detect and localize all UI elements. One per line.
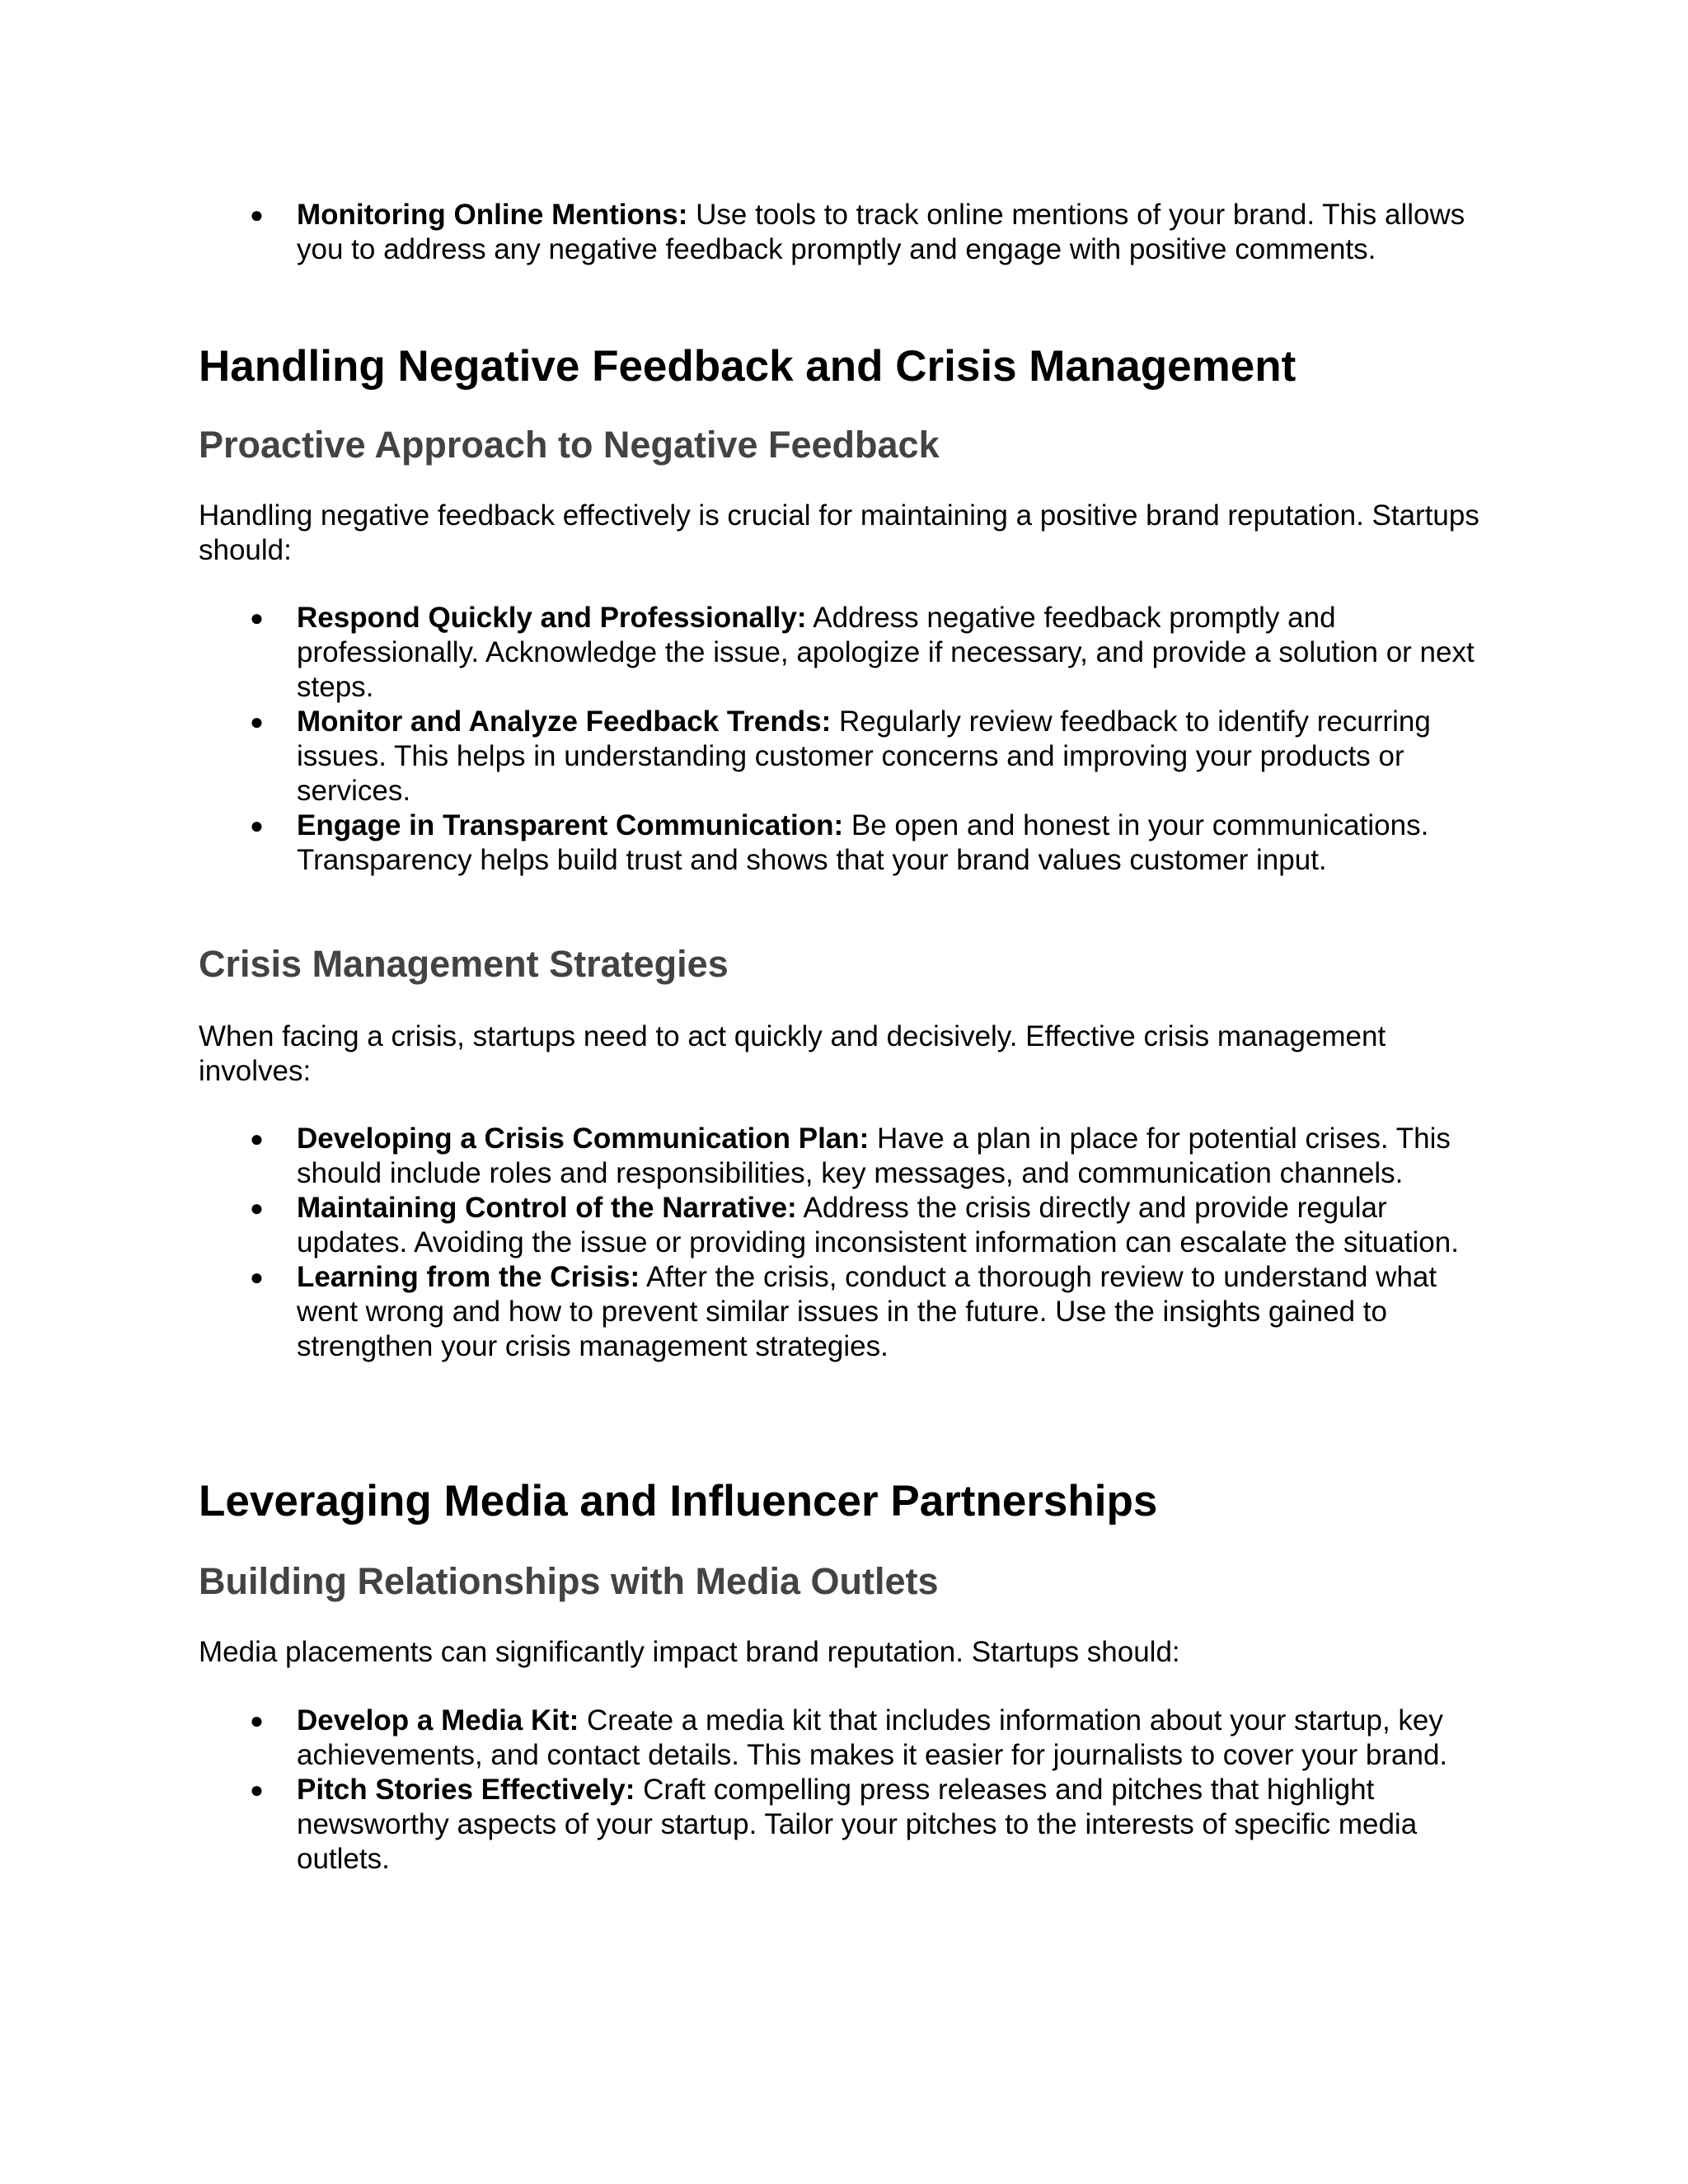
paragraph-crisis-intro: When facing a crisis, startups need to act quickly and decisively. Effective crisis management involves: [199,1020,1386,1087]
list-item [199,1773,1501,1877]
bullet-icon: ● [250,1195,264,1221]
list-item-lead: Learning from the Crisis: [297,1261,640,1293]
list-item-text: Have a plan in place for potential crises. This should include roles and responsibilities, key messages, and communication channels. [297,1122,1451,1189]
section-heading-media-partnerships: Leveraging Media and Influencer Partnerships [199,1477,1158,1526]
bullet-icon: ● [250,709,264,734]
list-item-lead: Respond Quickly and Professionally: [297,602,807,634]
subheading-proactive-approach: Proactive Approach to Negative Feedback [199,424,940,466]
paragraph-media-intro: Media placements can significantly impact brand reputation. Startups should: [199,1636,1180,1668]
media-bullet-list [199,1704,1501,1877]
paragraph-proactive-intro: Handling negative feedback effectively is crucial for maintaining a positive brand reputation. Startups should: [199,499,1479,566]
list-item [199,1704,1501,1773]
list-item-lead: Develop a Media Kit: [297,1704,579,1736]
subheading-crisis-strategies: Crisis Management Strategies [199,943,729,985]
list-item-lead: Maintaining Control of the Narrative: [297,1192,797,1224]
list-item [199,705,1501,808]
section-heading-negative-feedback: Handling Negative Feedback and Crisis Management [199,342,1296,391]
top-bullet-list [199,198,1501,267]
bullet-icon: ● [250,813,264,838]
list-item [199,198,1501,267]
list-item-text: Use tools to track online mentions of your brand. This allows you to address any negative feedback promptly and engage with positive comments. [297,199,1465,265]
list-item-lead: Developing a Crisis Communication Plan: [297,1122,870,1155]
bullet-icon: ● [250,202,264,227]
list-item [199,1260,1501,1364]
list-item-text: Address the crisis directly and provide regular updates. Avoiding the issue or providing inconsistent information can escalate the situation. [297,1192,1459,1258]
bullet-icon: ● [250,605,264,630]
list-item [199,601,1501,705]
list-item [199,1191,1501,1260]
list-item-lead: Monitor and Analyze Feedback Trends: [297,705,832,738]
list-item-text: Regularly review feedback to identify recurring issues. This helps in understanding customer concerns and improving your products or services. [297,705,1431,807]
list-item-text: Be open and honest in your communications. Transparency helps build trust and shows that your brand values customer input. [297,809,1429,876]
list-item-lead: Monitoring Online Mentions: [297,199,688,231]
bullet-icon: ● [250,1777,264,1802]
list-item [199,808,1501,878]
bullet-icon: ● [250,1708,264,1733]
list-item-text: Create a media kit that includes information about your startup, key achievements, and contact details. This makes it easier for journalists to cover your brand. [297,1704,1448,1771]
list-item-lead: Pitch Stories Effectively: [297,1774,635,1806]
list-item [199,1122,1501,1191]
bullet-icon: ● [250,1264,264,1290]
bullet-icon: ● [250,1126,264,1151]
list-item-lead: Engage in Transparent Communication: [297,809,844,841]
list-item-text: Craft compelling press releases and pitches that highlight newsworthy aspects of your startup. Tailor your pitches to the interests of specific media outlets. [297,1774,1418,1875]
crisis-bullet-list [199,1122,1501,1364]
subheading-media-outlets: Building Relationships with Media Outlets [199,1560,939,1602]
proactive-bullet-list [199,601,1501,878]
list-item-text: Address negative feedback promptly and professionally. Acknowledge the issue, apologize if necessary, and provide a solution or next steps. [297,602,1475,703]
list-item-text: After the crisis, conduct a thorough review to understand what went wrong and how to prevent similar issues in the future. Use the insights gained to strengthen your crisis management strategies. [297,1261,1437,1362]
